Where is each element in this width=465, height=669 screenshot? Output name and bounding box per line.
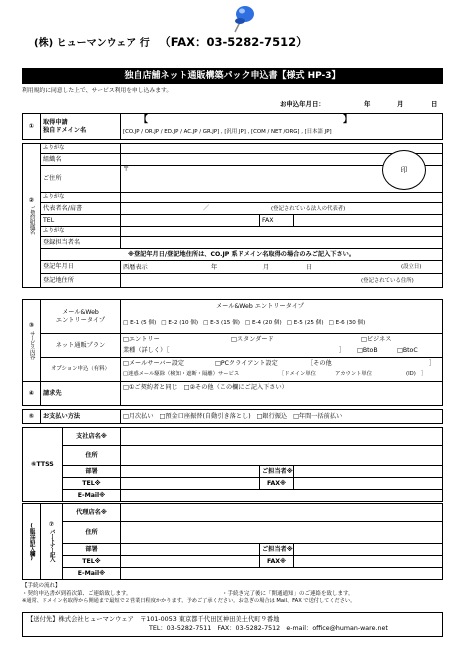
fax-header [34, 36, 308, 50]
entry-option-3[interactable]: □ E-3 (15 個) [203, 320, 240, 326]
partner-sales-label: (販売店記入欄) [23, 504, 41, 580]
section-4-number: ④ [23, 382, 41, 406]
sender-box [22, 612, 443, 637]
industry-field[interactable]: 業種（詳しく）［ [123, 347, 170, 354]
ttss-email-label: E-Mail※ [63, 490, 121, 502]
plan-standard-checkbox[interactable]: □ [231, 336, 237, 343]
section-ttss [22, 427, 443, 502]
partner-address-input[interactable] [121, 522, 443, 544]
partner-email-input[interactable] [121, 568, 443, 580]
ttss-shop-label: 支社店名※ [63, 428, 121, 446]
plan-entry-checkbox[interactable]: □ [123, 336, 129, 343]
entry-type-label: メール&Web エントリータイプ [41, 300, 121, 334]
ttss-contact-input[interactable] [294, 466, 443, 478]
section-1-number: ① [23, 114, 41, 140]
opt-pc-checkbox[interactable]: □ [215, 360, 221, 367]
push-pin-icon [226, 2, 256, 36]
tel-label: TEL [41, 215, 121, 227]
payment-options: □月次払い □預金口座振替(自動引き落とし) □銀行振込 □年間一括前払い [121, 410, 443, 424]
option-list: □メールサーバー設定 □PCクライアント設定 ［その他 ］ □迷惑メール駆除（検知・遮断・隔離）サービス ［ドメイン単位 アカウント単位 (ID) ］ [121, 358, 443, 382]
ttss-dept-label: 部署 [63, 466, 121, 478]
ttss-fax-input[interactable] [294, 478, 443, 490]
ttss-dept-input[interactable] [121, 466, 260, 478]
fax-input[interactable] [294, 215, 443, 227]
recipient-name: (株) ヒューマンウェア 行 [34, 38, 150, 49]
date-year: 年 [364, 100, 371, 108]
registration-notice: ※登記年月日/登記地住所は、CO.JP 系ドメイン名取得の場合のみご記入下さい。 [41, 249, 443, 261]
payment-label: お支払い方法 [41, 410, 121, 424]
contractor-side-label: ② ご契約組織名 [23, 144, 41, 288]
partner-dept-label: 部署 [63, 544, 121, 556]
pay-monthly-checkbox[interactable]: □ [123, 412, 129, 420]
ttss-contact-label: ご担当者※ [260, 466, 294, 478]
partner-agency-input[interactable] [121, 504, 443, 522]
ttss-shop-input[interactable] [121, 428, 443, 446]
date-label: お申込年月日： [280, 100, 325, 108]
sender-address: 【送付先】株式会社ヒューマンウェア 〒101-0053 東京都千代田区神田美土代町９番地 [27, 616, 280, 623]
opt-spam-checkbox[interactable]: □ [123, 371, 129, 377]
ttss-tel-label: TEL※ [63, 478, 121, 490]
partner-fax-input[interactable] [294, 556, 443, 568]
plan-options: □エントリー □スタンダード □ビジネス 業種（詳しく）［ ］ □BtoB □BtoC [121, 334, 443, 358]
rep-input[interactable]: ／ (登記されている法人の代表者) [121, 203, 443, 215]
entry-option-4[interactable]: □ E-4 (20 個) [244, 320, 282, 326]
partner-contact-label: ご担当者※ [260, 544, 294, 556]
entry-option-6[interactable]: □ E-6 (30 個) [328, 320, 366, 326]
btob-checkbox[interactable]: □ [357, 347, 363, 354]
domain-options: [CO.JP / OR.JP / ED.JP / AC.JP / GR.JP] , [汎用 JP] , [COM / NET /ORG] , [日本語 JP] [123, 129, 332, 135]
fax-number: （FAX：03-5282-7512） [159, 35, 308, 49]
pay-annual-checkbox[interactable]: □ [293, 412, 299, 420]
service-side-label: ③ サービス内容 [23, 300, 41, 382]
billing-same-checkbox[interactable]: □ [123, 384, 129, 391]
address-input[interactable]: 〒 [121, 166, 443, 193]
ttss-tel-input[interactable] [121, 478, 260, 490]
reg-address-input[interactable]: (登記されている住所) [121, 274, 443, 288]
partner-email-label: E-Mail※ [63, 568, 121, 580]
partner-agency-label: 代理店名※ [63, 504, 121, 522]
billing-other-checkbox[interactable]: □ [183, 384, 190, 391]
ttss-address-input[interactable] [121, 446, 443, 466]
reg-date-input[interactable]: 西暦表示 年 月 日 (設立日) [121, 261, 443, 274]
tel-input[interactable] [121, 215, 260, 227]
entry-type-options: メール&Web エントリータイプ □ E-1 (5 個) □ E-2 (10 個) □ E-3 (15 個) □ E-4 (20 個) □ E-5 (25 個) □ E-6 (30 個) [121, 300, 443, 334]
section-service [22, 299, 443, 382]
reg-address-label: 登記地住所 [41, 274, 121, 288]
pay-debit-checkbox[interactable]: □ [159, 412, 166, 420]
address-label: ご住所 [41, 166, 121, 193]
section-domain [22, 113, 443, 140]
entry-option-5[interactable]: □ E-5 (25 個) [286, 320, 324, 326]
procedure-notes: 【手続の流れ】 ・契約申込書が到着次第、ご連絡致します。 ・手続き完了後に「開通通知」のご連絡を致します。 ※通常、ドメイン名取得から開通まで最短で２営業日程度かかります。予めご了承ください。お急ぎの場合は Mail、FAX で送付してください。 [22, 582, 443, 606]
partner-tel-label: TEL※ [63, 556, 121, 568]
section-payment [22, 409, 443, 424]
opt-mail-checkbox[interactable]: □ [123, 360, 129, 367]
person-input[interactable] [121, 237, 443, 249]
entry-option-2[interactable]: □ E-2 (10 個) [161, 320, 199, 326]
btoc-checkbox[interactable]: □ [397, 347, 403, 354]
section-billing [22, 381, 443, 406]
partner-address-label: 住所 [63, 522, 121, 544]
partner-dept-input[interactable] [121, 544, 260, 556]
partner-side-label: ⑦ パートナー記入 [41, 504, 63, 580]
intro-text: 利用規約に同意した上で、サービス利用を申し込みます。 [22, 88, 173, 94]
ttss-address-label: 住所 [63, 446, 121, 466]
sender-contact: TEL：03-5282-7511 FAX：03-5282-7512 e-mail：office@human-ware.net [149, 625, 388, 633]
plan-business-checkbox[interactable]: □ [361, 336, 367, 343]
ttss-fax-label: FAX※ [260, 478, 294, 490]
date-month: 月 [397, 100, 404, 108]
option-label: オプション申込（有料） [41, 358, 121, 382]
pay-bank-checkbox[interactable]: □ [256, 412, 263, 420]
seal-stamp: 印 [382, 150, 426, 190]
billing-options: □①ご契約者と同じ □②その他（この欄にご記入下さい） [121, 382, 443, 406]
partner-contact-input[interactable] [294, 544, 443, 556]
procedure-title: 【手続の流れ】 [22, 583, 61, 589]
section-contractor [22, 143, 443, 288]
domain-label: 取得申請 独自ドメイン名 [41, 114, 121, 140]
partner-fax-label: FAX※ [260, 556, 294, 568]
reg-date-label: 登記年月日 [41, 261, 121, 274]
plan-label: ネット通販プラン [41, 334, 121, 358]
ttss-side-label: ⑥TTSS [23, 428, 63, 502]
org-name-label: 組織名 [41, 154, 121, 166]
person-furigana-input[interactable] [121, 227, 443, 237]
rep-furigana-input[interactable] [121, 193, 443, 203]
entry-option-1[interactable]: □ E-1 (5 個) [123, 320, 157, 326]
partner-tel-input[interactable] [121, 556, 260, 568]
billing-label: 請求先 [41, 382, 121, 406]
person-furigana-label: ふりがな [41, 227, 121, 237]
person-label: 登録担当者名 [41, 237, 121, 249]
rep-furigana-label: ふりがな [41, 193, 121, 203]
domain-input[interactable]: 【 】 [CO.JP / OR.JP / ED.JP / AC.JP / GR.JP] , [汎用 JP] , [COM / NET /ORG] , [日本語 JP] [121, 114, 443, 140]
ttss-email-input[interactable] [121, 490, 443, 502]
furigana-label: ふりがな [41, 144, 121, 154]
section-partner [22, 503, 443, 580]
procedure-note: ※通常、ドメイン名取得から開通まで最短で２営業日程度かかります。予めご了承ください。お急ぎの場合は Mail、FAX で送付してください。 [22, 598, 356, 605]
form-title: 独自店舗ネット通販構築パック申込書【様式 HP-3】 [22, 68, 443, 84]
fax-label: FAX [260, 215, 294, 227]
rep-title-label: 代表者名/肩書 [41, 203, 121, 215]
section-5-number: ⑤ [23, 410, 41, 424]
date-day: 日 [431, 100, 438, 108]
